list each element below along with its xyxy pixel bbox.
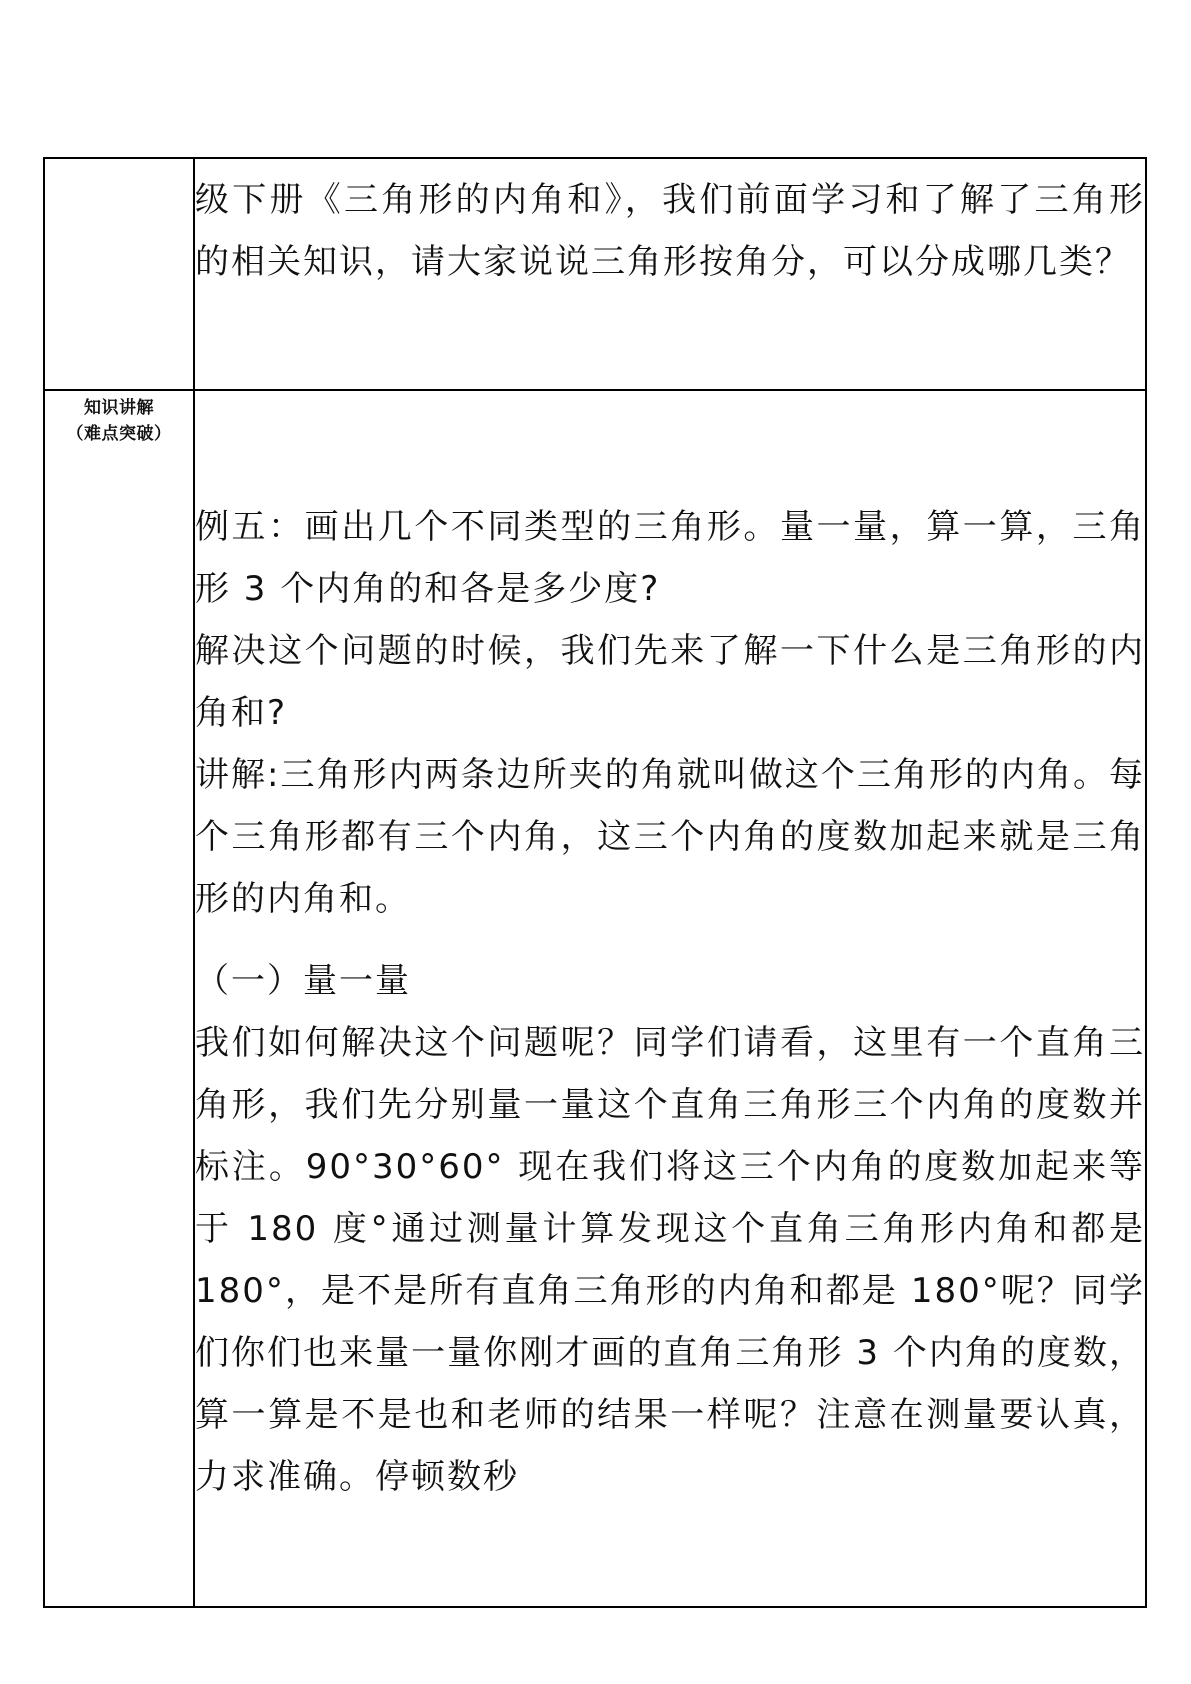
intro-row xyxy=(44,158,1146,390)
subheading: （一）量一量 xyxy=(195,961,411,1001)
lesson-table xyxy=(43,157,1147,1608)
knowledge-content-cell xyxy=(194,390,1146,1607)
knowledge-label-cell xyxy=(44,390,194,1607)
explanation-paragraph: 讲解:三角形内两条边所夹的角就叫做这个三角形的内角。每个三角形都有三个内角，这三个内角的度数加起来就是三角形的内角和。 xyxy=(195,755,1145,919)
intro-content-cell xyxy=(194,158,1146,390)
section-label-line2: （难点突破） xyxy=(66,424,172,444)
knowledge-row xyxy=(44,390,1146,1607)
intro-label-cell xyxy=(44,158,194,390)
intro-paragraph: 级下册《三角形的内角和》，我们前面学习和了解了三角形的相关知识，请大家说说三角形按角分，可以分成哪几类？ xyxy=(195,180,1145,282)
section-label-line1: 知识讲解 xyxy=(84,398,154,418)
example-paragraph: 例五：画出几个不同类型的三角形。量一量，算一算，三角形 3 个内角的和各是多少度? xyxy=(195,507,1145,609)
body-paragraph: 我们如何解决这个问题呢？同学们请看，这里有一个直角三角形，我们先分别量一量这个直角三角形三个内角的度数并标注。90°30°60° 现在我们将这三个内角的度数加起来等于 180 度°通过测量计算发现这个直角三角形内角和都是 180°，是不是所有直角三角形的内角和都是 180°呢？同学们你们也来量一量你刚才画的直角三角形 3 个内角的度数，算一算是不是也和老师的结果一样呢？注意在测量要认真，力求准确。停顿数秒 xyxy=(195,1023,1145,1497)
question-paragraph: 解决这个问题的时候，我们先来了解一下什么是三角形的内角和? xyxy=(195,631,1145,733)
section-label xyxy=(45,391,193,447)
